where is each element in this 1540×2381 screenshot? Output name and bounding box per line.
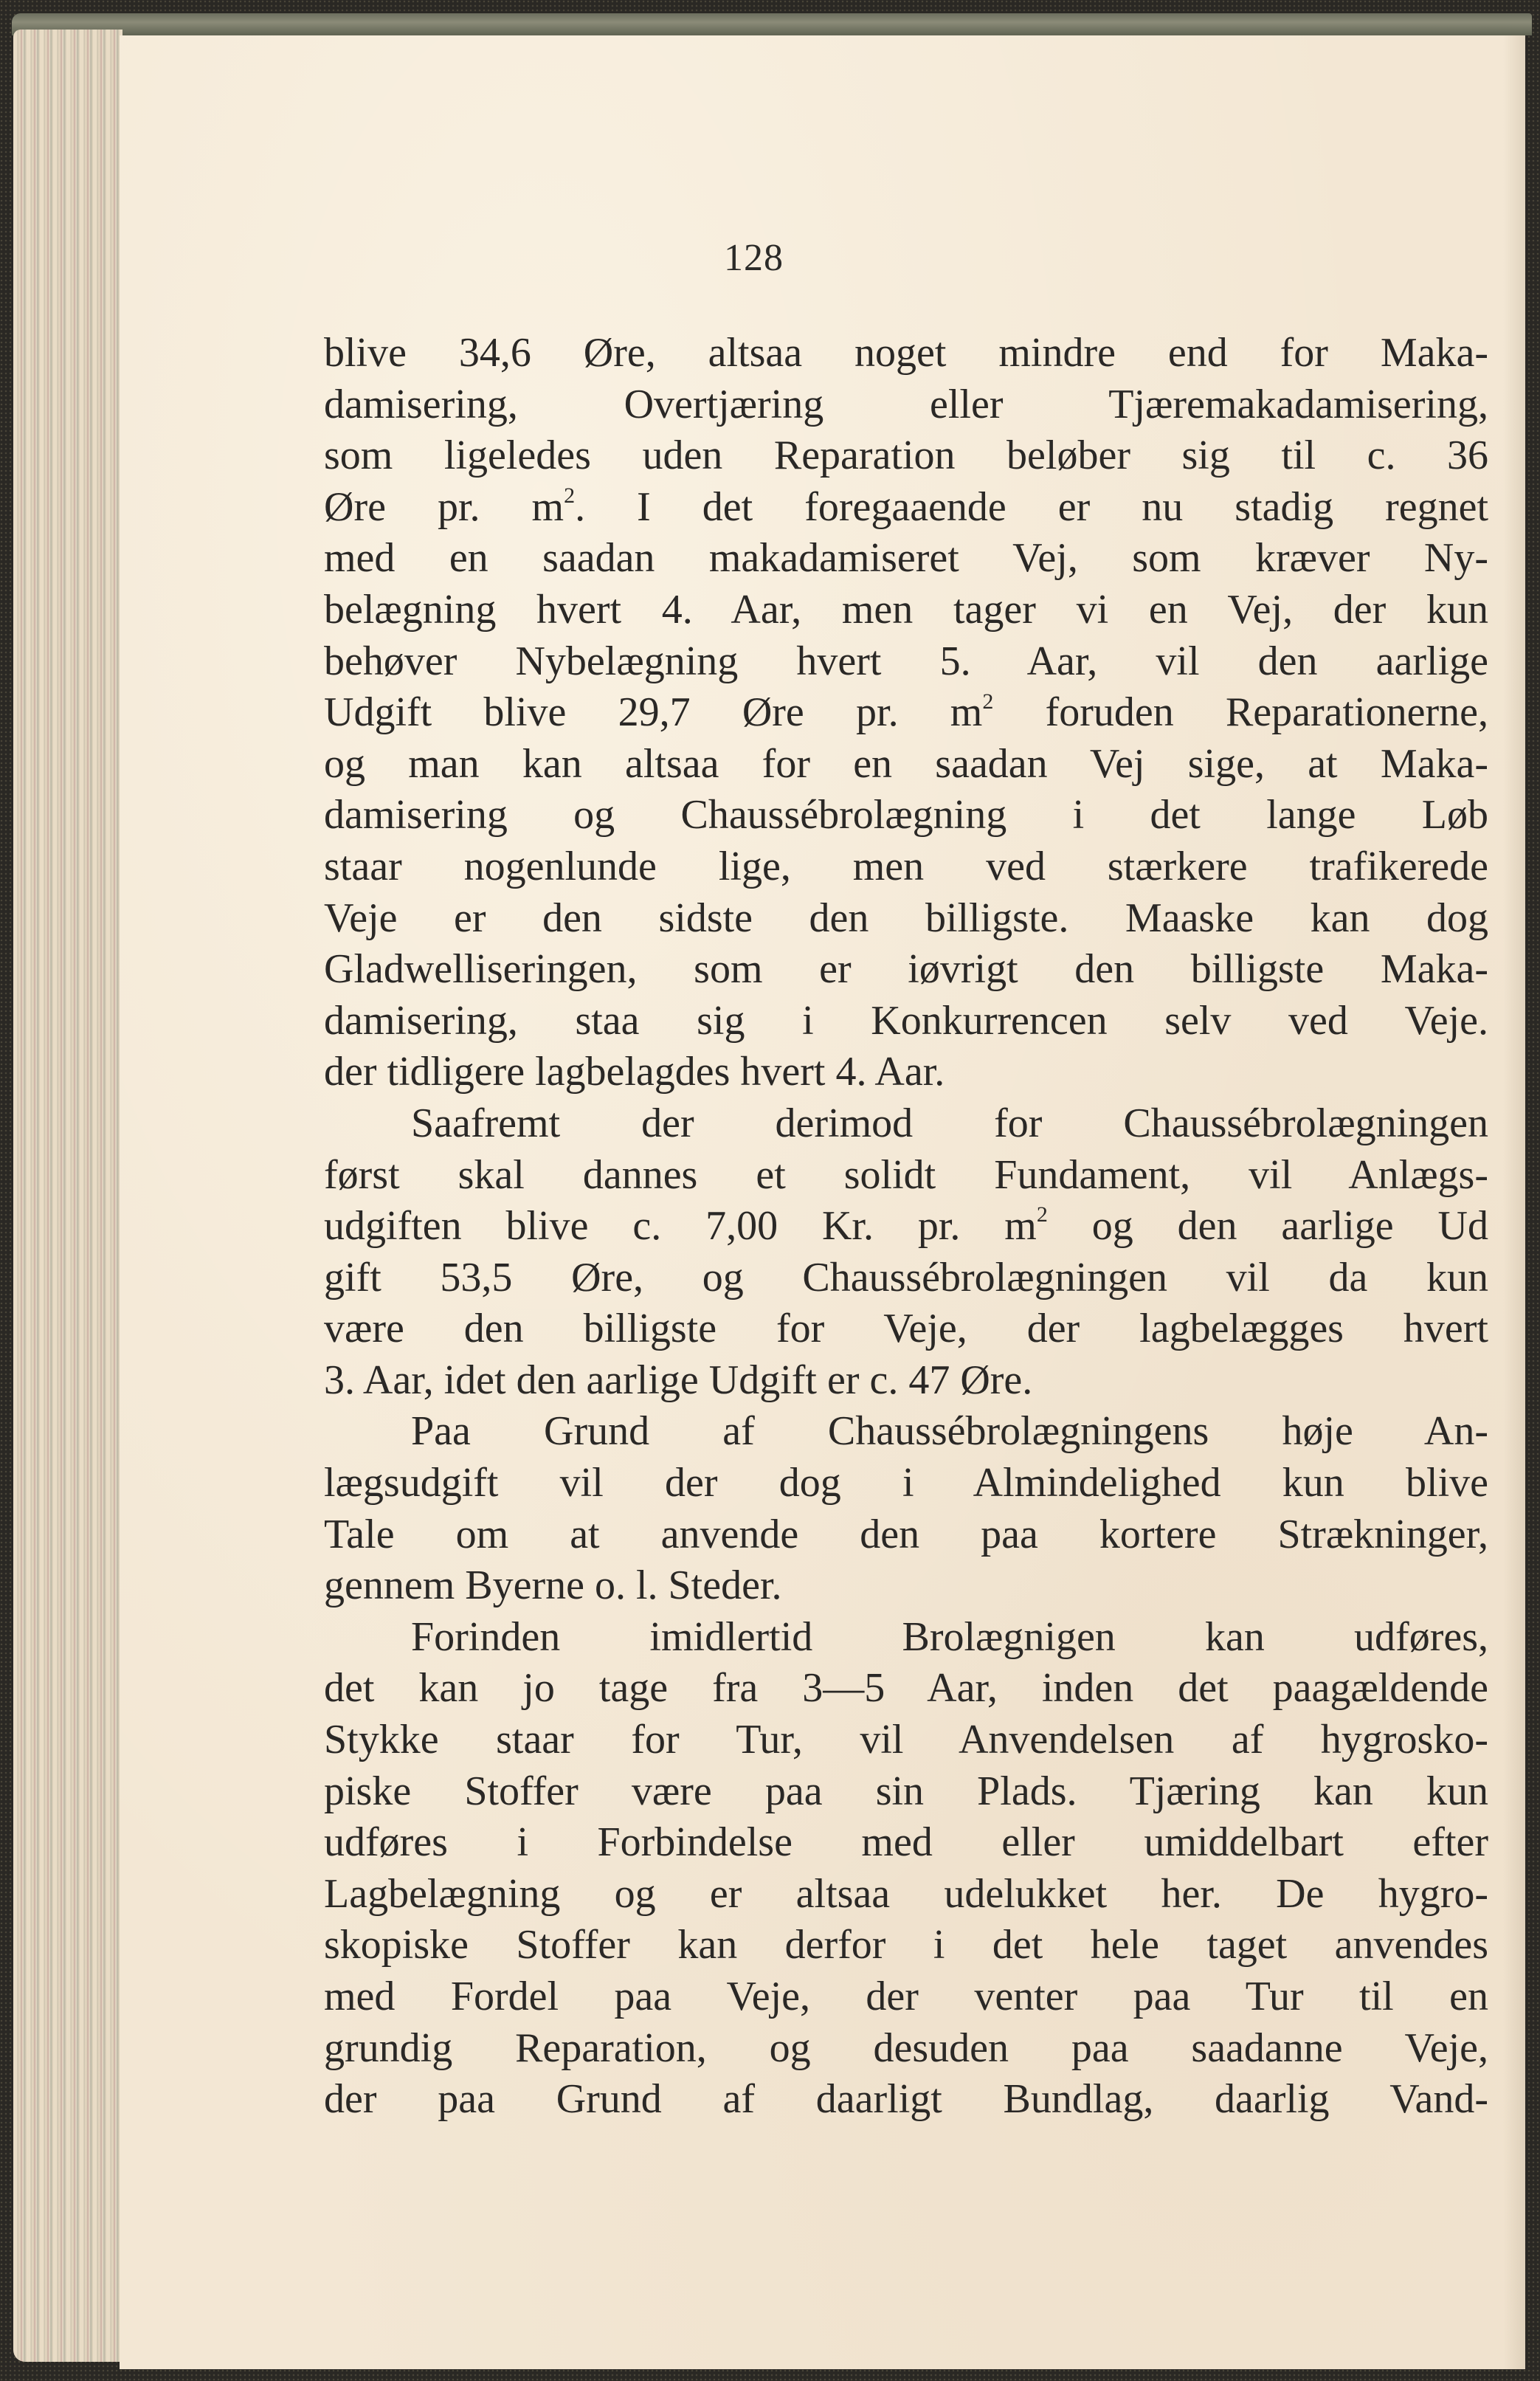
text-line: Veje er den sidste den billigste. Maaske kan dog bbox=[324, 895, 1488, 941]
book-page bbox=[120, 35, 1525, 2369]
text-line: damisering, staa sig i Konkurrencen selv ved Veje. bbox=[324, 997, 1488, 1044]
text-segment: Udgift blive 29,7 Øre pr. m bbox=[324, 689, 983, 736]
text-segment: udgiften blive c. 7,00 Kr. pr. m bbox=[324, 1203, 1037, 1250]
superscript: 2 bbox=[564, 483, 576, 509]
text-line: først skal dannes et solidt Fundament, vil Anlægs- bbox=[324, 1151, 1488, 1198]
text-line: gennem Byerne o. l. Steder. bbox=[324, 1562, 782, 1609]
text-line: Paa Grund af Chaussébrolægningens høje An- bbox=[411, 1408, 1488, 1455]
text-line: med Fordel paa Veje, der venter paa Tur til en bbox=[324, 1974, 1488, 2019]
text-line: behøver Nybelægning hvert 5. Aar, vil den aarlige bbox=[324, 638, 1488, 684]
text-line: lægsudgift vil der dog i Almindelighed kun blive bbox=[324, 1460, 1488, 1506]
text-line: Lagbelægning og er altsaa udelukket her. De hygro- bbox=[324, 1870, 1488, 1917]
text-line: grundig Reparation, og desuden paa saadanne Veje, bbox=[324, 2025, 1488, 2071]
text-line: blive 34,6 Øre, altsaa noget mindre end for Maka- bbox=[324, 330, 1488, 376]
text-segment: og den aarlige Ud bbox=[1047, 1203, 1488, 1250]
text-line: udføres i Forbindelse med eller umiddelbart efter bbox=[324, 1819, 1488, 1866]
text-line: være den billigste for Veje, der lagbelægges hvert bbox=[324, 1306, 1488, 1352]
body-text bbox=[324, 328, 1488, 2126]
text-line: Forinden imidlertid Brolægnigen kan udføres, bbox=[411, 1613, 1488, 1660]
page-number: 128 bbox=[724, 237, 784, 279]
text-line: gift 53,5 Øre, og Chaussébrolægningen vil da kun bbox=[324, 1254, 1488, 1300]
text-line bbox=[324, 687, 1488, 739]
superscript: 2 bbox=[982, 689, 994, 714]
text-line: og man kan altsaa for en saadan Vej sige, at Maka- bbox=[324, 740, 1488, 787]
page-stack-edges bbox=[13, 30, 122, 2362]
text-line: der tidligere lagbelagdes hvert 4. Aar. bbox=[324, 1049, 945, 1095]
text-line bbox=[324, 482, 1488, 534]
text-line: der paa Grund af daarligt Bundlag, daarlig Vand- bbox=[324, 2076, 1488, 2123]
text-line: med en saadan makadamiseret Vej, som kræver Ny- bbox=[324, 535, 1488, 582]
text-line: damisering, Overtjæring eller Tjæremakadamisering, bbox=[324, 381, 1488, 427]
text-segment: foruden Reparationerne, bbox=[993, 689, 1488, 736]
page-gutter-shadow bbox=[1503, 35, 1525, 2369]
text-line: 3. Aar, idet den aarlige Udgift er c. 47 Øre. bbox=[324, 1357, 1033, 1403]
text-line: Saafremt der derimod for Chaussébrolægningen bbox=[411, 1100, 1488, 1146]
text-line: Tale om at anvende den paa kortere Strækninger, bbox=[324, 1511, 1488, 1557]
superscript: 2 bbox=[1036, 1202, 1048, 1227]
text-line: Stykke staar for Tur, vil Anvendelsen af hygrosko- bbox=[324, 1717, 1488, 1763]
text-line: det kan jo tage fra 3—5 Aar, inden det paagældende bbox=[324, 1665, 1488, 1712]
text-line bbox=[324, 1201, 1488, 1252]
text-line: damisering og Chaussébrolægning i det lange Løb bbox=[324, 792, 1488, 838]
text-line: belægning hvert 4. Aar, men tager vi en Vej, der kun bbox=[324, 586, 1488, 633]
text-segment: Øre pr. m bbox=[324, 483, 564, 530]
text-line: skopiske Stoffer kan derfor i det hele taget anvendes bbox=[324, 1922, 1488, 1968]
text-line: Gladwelliseringen, som er iøvrigt den billigste Maka- bbox=[324, 946, 1488, 993]
text-line: piske Stoffer være paa sin Plads. Tjæring kan kun bbox=[324, 1768, 1488, 1814]
text-segment: . I det foregaaende er nu stadig regnet bbox=[575, 483, 1489, 530]
text-line: staar nogenlunde lige, men ved stærkere trafikerede bbox=[324, 843, 1488, 889]
book-cover-top-edge bbox=[12, 13, 1532, 35]
text-line: som ligeledes uden Reparation beløber sig til c. 36 bbox=[324, 433, 1488, 479]
